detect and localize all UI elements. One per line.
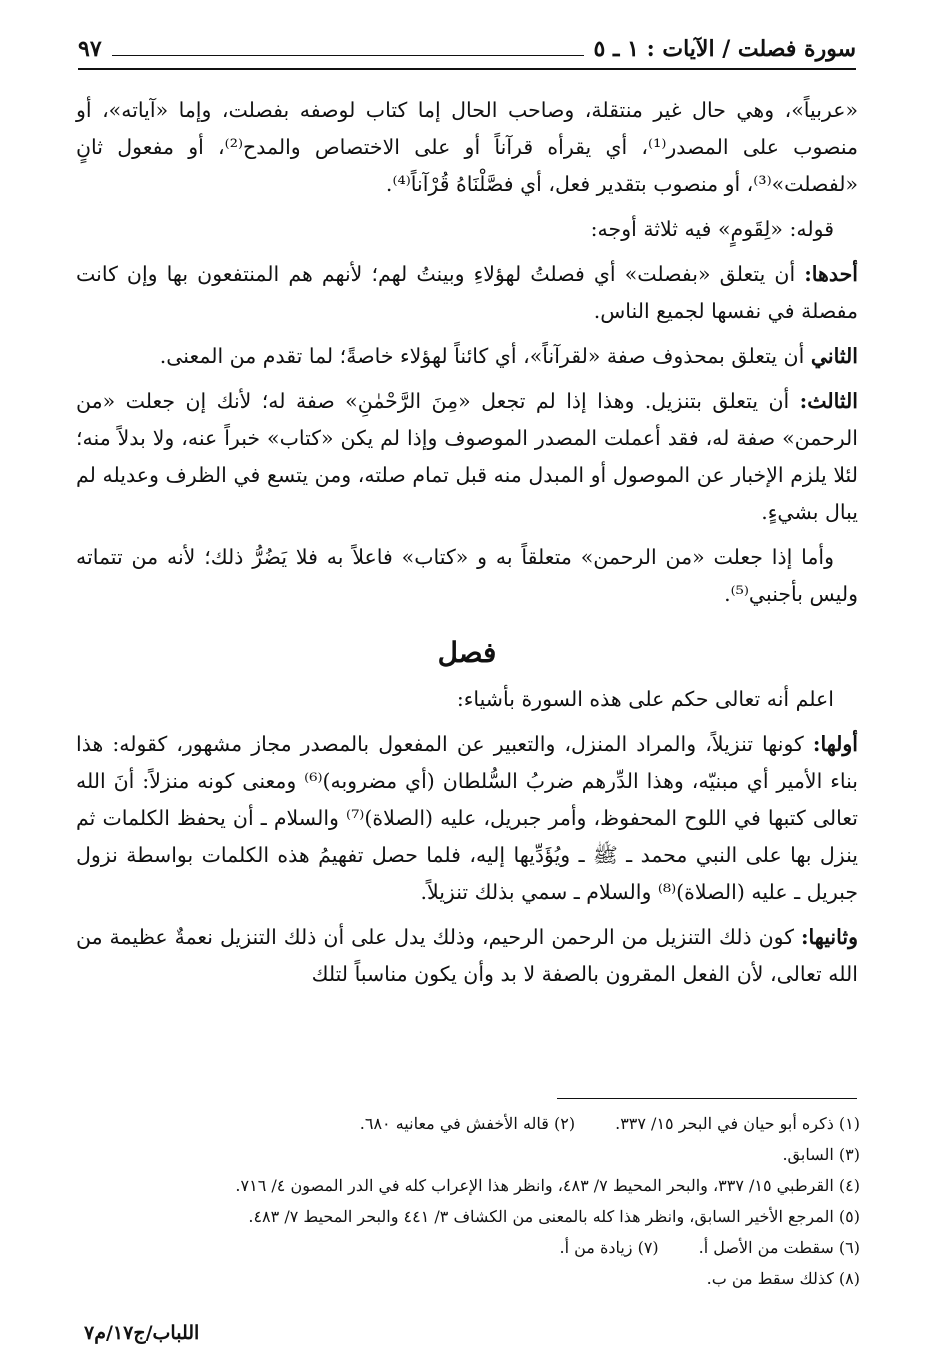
- paragraph-9-label: وثانيها:: [800, 925, 858, 949]
- paragraph-5: [76, 383, 858, 531]
- page-header: [78, 30, 856, 68]
- running-title: سورة فصلت / الآيات : ١ ـ ٥: [593, 36, 856, 62]
- footnote-8: (٨) كذلك سقط من ب.: [706, 1269, 860, 1288]
- paragraph-8-text: كونها تنزيلاً، والمراد المنزل، والتعبير عن المفعول بالمصدر مجاز مشهور، كقوله: هذا بناء الأمير أي مبنيّه، وهذا الدِّرهم ضربُ السُّلطان (أي مضروبه)⁽⁶⁾ ومعنى كونه منزلاً: أنَ الله تعالى كتبها في اللوح المحفوظ، وأمر جبريل، عليه (الصلاة)⁽⁷⁾ والسلام ـ أن يحفظ الكلمات ثم ينزل بها على النبي محمد ـ ﷺ ـ ويُؤَدِّيها إليه، فلما حصل تفهيمُ هذه الكلمات بواسطة نزول جبريل ـ عليه (الصلاة)⁽⁸⁾ والسلام ـ سمي بذلك تنزيلاً.: [76, 732, 858, 904]
- paragraph-9: [76, 919, 858, 993]
- paragraph-5-label: الثالث:: [799, 389, 858, 413]
- footnotes: [76, 1108, 860, 1294]
- footnote-6: (٦) سقطت من الأصل أ.: [698, 1238, 860, 1257]
- paragraph-8-label: أولها:: [812, 732, 858, 756]
- footnote-7: (٧) زيادة من أ.: [559, 1238, 659, 1257]
- footnote-4: (٤) القرطبي ١٥/ ٣٣٧، والبحر المحيط ٧/ ٤٨٣، وانظر هذا الإعراب كله في الدر المصون ٤/ ٧١٦.: [235, 1176, 860, 1195]
- paragraph-6: وأما إذا جعلت «من الرحمن» متعلقاً به و «كتاب» فاعلاً به فلا يَضُرُّ ذلك؛ لأنه من تتماته وليس بأجنبي⁽⁵⁾.: [76, 545, 858, 606]
- footnote-row: [76, 1139, 860, 1170]
- paragraph-3: [76, 256, 858, 330]
- main-text: [76, 92, 858, 1001]
- header-divider: [78, 68, 856, 70]
- page-number: ٩٧: [78, 36, 102, 62]
- footnote-5: (٥) المرجع الأخير السابق، وانظر هذا كله بالمعنى من الكشاف ٣/ ٤٤١ والبحر المحيط ٧/ ٤٨٣.: [248, 1207, 860, 1226]
- section-title: فصل: [437, 636, 497, 669]
- paragraph-4-label: الثاني: [810, 344, 858, 368]
- paragraph-1: «عربياً»، وهي حال غير منتقلة، وصاحب الحال إما كتاب لوصفه بفصلت، وإما «آياته»، أو منصوب على المصدر⁽¹⁾، أي يقرأه قرآناً أو على الاختصاص والمدح⁽²⁾، أو مفعول ثانٍ «لفصلت»⁽³⁾، أو منصوب بتقدير فعل، أي فصَّلْنَاهُ قُرْآناً⁽⁴⁾.: [76, 98, 859, 196]
- footnote-1: (١) ذكره أبو حيان في البحر ١٥/ ٣٣٧.: [615, 1114, 860, 1133]
- footnote-2: (٢) قاله الأخفش في معانيه ٦٨٠.: [359, 1114, 576, 1133]
- paragraph-3-text: أن يتعلق «بفصلت» أي فصلتُ لهؤلاءِ وبينتُ لهم؛ لأنهم هم المنتفعون بها وإن كانت مفصلة في نفسها لجميع الناس.: [76, 262, 858, 323]
- paragraph-5-text: أن يتعلق بتنزيل. وهذا إذا لم تجعل «مِنَ الرَّحْمٰنِ» صفة له؛ لأنك إن جعلت «من الرحمن» صفة له، فقد أعملت المصدر الموصوف وإذا لم يكن «كتاب» خبراً عنه، ولا بدلاً منه؛ لئلا يلزم الإخبار عن الموصول أو المبدل منه قبل تمام صلته، ومن يتسع في الظرف وعديله لم يبال بشيءٍ.: [76, 389, 858, 524]
- paragraph-3-label: أحدها:: [804, 262, 858, 286]
- paragraph-4: [76, 338, 858, 375]
- paragraph-2: قوله: «لِقَومٍ» فيه ثلاثة أوجه:: [590, 217, 834, 241]
- footnote-row: [76, 1263, 860, 1294]
- footnote-row: [76, 1232, 860, 1263]
- footnote-row: [76, 1170, 860, 1201]
- paragraph-9-text: كون ذلك التنزيل من الرحمن الرحيم، وذلك يدل على أن ذلك التنزيل نعمةٌ عظيمة من الله تعالى، لأن الفعل المقرون بالصفة لا بد وأن يكون مناسباً لتلك: [76, 925, 858, 986]
- paragraph-8: [76, 726, 858, 911]
- paragraph-4-text: أن يتعلق بمحذوف صفة «لقرآناً»، أي كائناً لهؤلاء خاصةً؛ لما تقدم من المعنى.: [159, 344, 811, 368]
- header-rule: [112, 43, 584, 56]
- footnote-3: (٣) السابق.: [782, 1145, 860, 1164]
- volume-signature: اللباب/ج١٧/م٧: [84, 1322, 200, 1344]
- footnote-divider: [557, 1098, 857, 1099]
- paragraph-7: اعلم أنه تعالى حكم على هذه السورة بأشياء:: [456, 687, 834, 711]
- footnote-row: [76, 1201, 860, 1232]
- footnote-row: [76, 1108, 860, 1139]
